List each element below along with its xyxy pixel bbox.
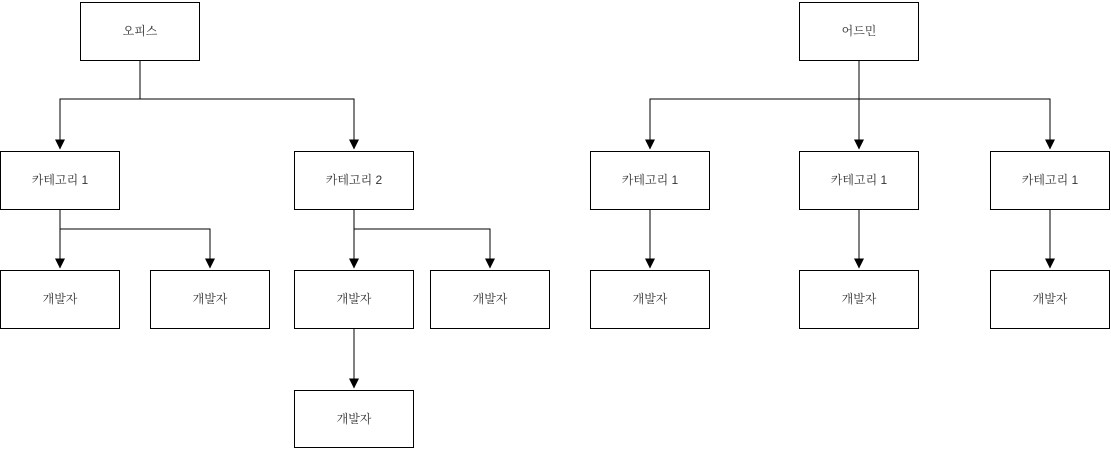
node-label: 카테고리 1 [621,173,679,188]
node-rcat-3[interactable] [990,151,1110,210]
node-rdev-1[interactable] [590,270,710,329]
node-admin[interactable] [799,2,919,61]
node-label: 카테고리 2 [325,173,383,188]
node-label: 카테고리 1 [1021,173,1079,188]
node-office[interactable] [80,2,200,61]
node-dev-b[interactable] [150,270,270,329]
node-dev-a[interactable] [0,270,120,329]
node-label: 개발자 [472,292,508,307]
node-label: 개발자 [632,292,668,307]
node-label: 카테고리 1 [830,173,888,188]
node-label: 오피스 [122,24,158,39]
node-rcat-2[interactable] [799,151,919,210]
node-label: 카테고리 1 [31,173,89,188]
node-label: 개발자 [192,292,228,307]
node-dev-d[interactable] [430,270,550,329]
node-dev-c[interactable] [294,270,414,329]
node-label: 개발자 [42,292,78,307]
node-label: 개발자 [336,292,372,307]
node-dev-e[interactable] [294,390,414,448]
node-cat-1[interactable] [0,151,120,210]
node-label: 개발자 [336,411,372,426]
node-rdev-3[interactable] [990,270,1110,329]
node-label: 개발자 [841,292,877,307]
node-rdev-2[interactable] [799,270,919,329]
node-label: 개발자 [1032,292,1068,307]
node-label: 어드민 [841,24,877,39]
node-cat-2[interactable] [294,151,414,210]
node-rcat-1[interactable] [590,151,710,210]
